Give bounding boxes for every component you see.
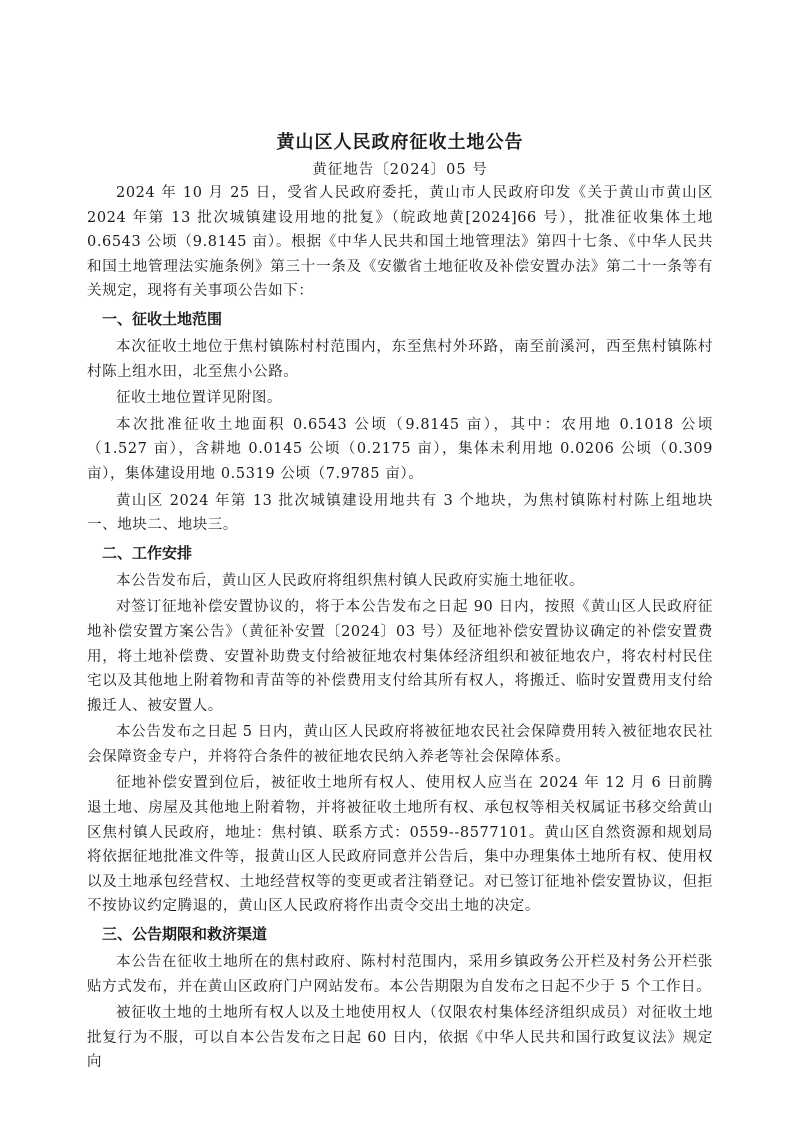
paragraph: 本次征收土地位于焦村镇陈村村范围内，东至焦村外环路，南至前溪河，西至焦村镇陈村村陈上组水田，北至焦小公路。 xyxy=(87,338,713,380)
section-work-arrangement xyxy=(87,540,713,919)
paragraph: 本公告发布后，黄山区人民政府将组织焦村镇人民政府实施土地征收。 xyxy=(116,572,585,589)
document-title: 黄山区人民政府征收土地公告 xyxy=(276,132,524,153)
paragraph: 本公告在征收土地所在的焦村政府、陈村村范围内，采用乡镇政务公开栏及村务公开栏张贴方式发布，并在黄山区政府门户网站发布。本公告期限为自发布之日起不少于 5 个工作日。 xyxy=(87,954,713,995)
document-body xyxy=(87,181,713,1077)
section-notice-period xyxy=(87,921,713,1075)
paragraph: 本公告发布之日起 5 日内，黄山区人民政府将被征地农民社会保障费用转入被征地农民社会保障资金专户，并将符合条件的被征地农民纳入养老等社会保障体系。 xyxy=(87,724,713,765)
section-heading: 一、征收土地范围 xyxy=(102,309,223,328)
paragraph: 黄山区 2024 年第 13 批次城镇建设用地共有 3 个地块，为焦村镇陈村村陈上组地块一、地块二、地块三。 xyxy=(87,492,713,534)
document-number: 黄征地告〔2024〕05 号 xyxy=(312,162,488,178)
paragraph: 本次批准征收土地面积 0.6543 公顷（9.8145 亩），其中：农用地 0.1018 公顷（1.527 亩），含耕地 0.0145 公顷（0.2175 亩），集体未利用地 0.0206 公顷（0.309 亩），集体建设用地 0.5319 公顷（7.9785 亩）。 xyxy=(87,416,713,482)
paragraph: 征地补偿安置到位后，被征收土地所有权人、使用权人应当在 2024 年 12 月 6 日前腾退土地、房屋及其他地上附着物，并将被征收土地所有权、承包权等相关权属证书移交给黄山区焦村镇人民政府，地址：焦村镇、联系方式：0559--8577101。黄山区自然资源和规划局将依据征地批准文件等，报黄山区人民政府同意并公告后，集中办理集体土地所有权、使用权以及土地承包经营权、土地经营权等的变更或者注销登记。对已签订征地补偿安置协议，但拒不按协议约定腾退的，黄山区人民政府将作出责令交出土地的决定。 xyxy=(87,775,713,915)
section-heading: 三、公告期限和救济渠道 xyxy=(102,925,268,944)
paragraph: 被征收土地的土地所有权人以及土地使用权人（仅限农村集体经济组织成员）对征收土地批复行为不服，可以自本公告发布之日起 60 日内，依据《中华人民共和国行政复议法》规定向 xyxy=(87,1005,713,1071)
section-heading: 二、工作安排 xyxy=(102,543,193,562)
section-land-scope xyxy=(87,306,713,538)
paragraph: 征收土地位置详见附图。 xyxy=(116,390,283,407)
paragraph: 对签订征地补偿安置协议的，将于本公告发布之日起 90 日内，按照《黄山区人民政府征地补偿安置方案公告》（黄征补安置〔2024〕03 号）及征地补偿安置协议确定的补偿安置费用，将土地补偿费、安置补助费支付给被征地农村集体经济组织和被征地农户，将农村村民住宅以及其他地上附着物和青苗等的补偿费用支付给其所有权人，将搬迁、临时安置费用支付给搬迁人、被安置人。 xyxy=(87,599,713,714)
intro-paragraph: 2024 年 10 月 25 日，受省人民政府委托，黄山市人民政府印发《关于黄山市黄山区 2024 年第 13 批次城镇建设用地的批复》（皖政地黄[2024]66 号），批准征收集体土地 0.6543 公顷（9.8145 亩）。根据《中华人民共和国土地管理法》第四十七条、《中华人民共和国土地管理法实施条例》第三十一条及《安徽省土地征收及补偿安置办法》第二十一条等有关规定，现将有关事项公告如下： xyxy=(87,185,713,300)
